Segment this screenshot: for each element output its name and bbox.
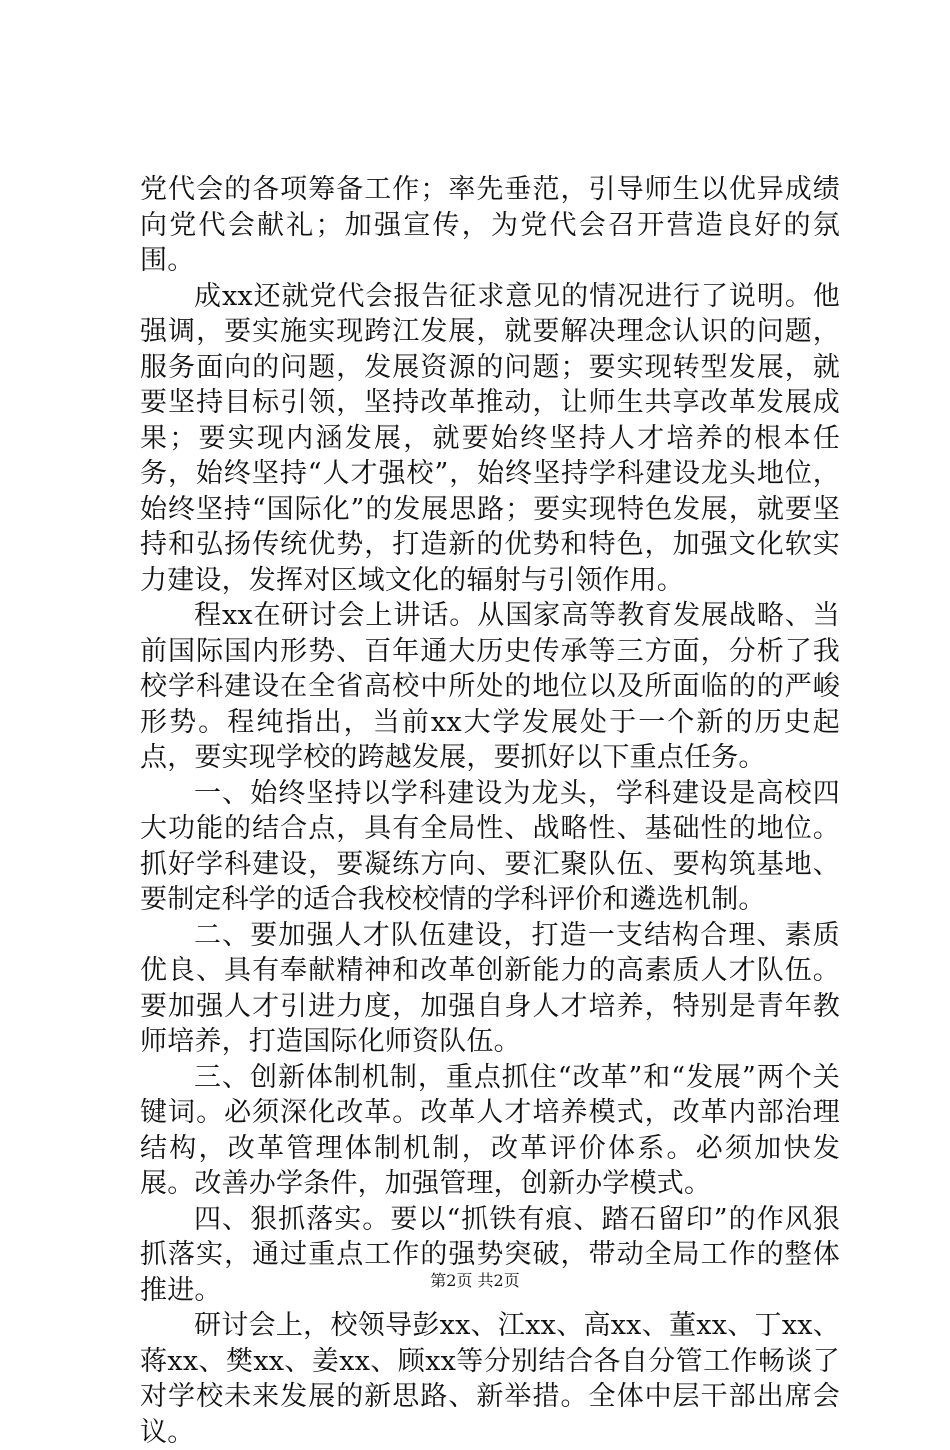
paragraph-3: 程xx在研讨会上讲话。从国家高等教育发展战略、当前国际国内形势、百年通大历史传承等三方面，分析了我校学科建设在全省高校中所处的地位以及所面临的的严峻形势。程纯指出，当前xx大学发展处于一个新的历史起点，要实现学校的跨越发展，要抓好以下重点任务。	[140, 600, 840, 773]
paragraph-1: 党代会的各项筹备工作；率先垂范，引导师生以优异成绩向党代会献礼；加强宣传，为党代会召开营造良好的氛围。	[140, 174, 840, 276]
paragraph-4: 一、始终坚持以学科建设为龙头，学科建设是高校四大功能的结合点，具有全局性、战略性、基础性的地位。抓好学科建设，要凝练方向、要汇聚队伍、要构筑基地、要制定科学的适合我校校情的学科评价和遴选机制。	[140, 777, 840, 915]
paragraph-7: 四、狠抓落实。要以“抓铁有痕、踏石留印”的作风狠抓落实，通过重点工作的强势突破，带动全局工作的整体推进。	[140, 1203, 840, 1306]
paragraph-6: 三、创新体制机制，重点抓住“改革”和“发展”两个关键词。必须深化改革。改革人才培养模式，改革内部治理结构，改革管理体制机制，改革评价体系。必须加快发展。改善办学条件，加强管理，创新办学模式。	[140, 1061, 840, 1199]
document-body	[140, 172, 840, 1450]
page-footer: 第2页 共2页	[430, 1271, 520, 1290]
paragraph-2: 成xx还就党代会报告征求意见的情况进行了说明。他强调，要实施实现跨江发展，就要解决理念认识的问题，服务面向的问题，发展资源的问题；要实现转型发展，就要坚持目标引领，坚持改革推动，让师生共享改革发展成果；要实现内涵发展，就要始终坚持人才培养的根本任务，始终坚持“人才强校”，始终坚持学科建设龙头地位，始终坚持“国际化”的发展思路；要实现特色发展，就要坚持和弘扬传统优势，打造新的优势和特色，加强文化软实力建设，发挥对区域文化的辐射与引领作用。	[140, 280, 840, 596]
paragraph-5: 二、要加强人才队伍建设，打造一支结构合理、素质优良、具有奉献精神和改革创新能力的高素质人才队伍。要加强人才引进力度，加强自身人才培养，特别是青年教师培养，打造国际化师资队伍。	[140, 919, 840, 1057]
paragraph-8: 研讨会上，校领导彭xx、江xx、高xx、董xx、丁xx、蒋xx、樊xx、姜xx、顾xx等分别结合各自分管工作畅谈了对学校未来发展的新思路、新举措。全体中层干部出席会议。	[140, 1310, 840, 1448]
